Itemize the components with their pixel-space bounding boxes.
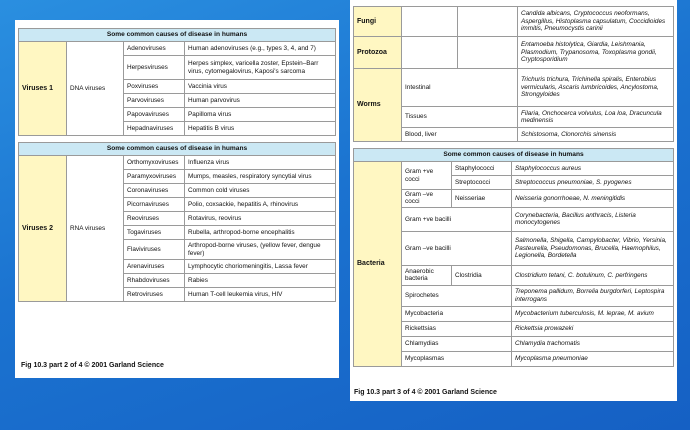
organism-examples: Entamoeba histolytica, Giardia, Leishmania, Plasmodium, Trypanosoma, Toxoplasma gondii, Cryptosporidium	[518, 37, 674, 69]
virus-examples: Herpes simplex, varicella zoster, Epstein–Barr virus, cytomegalovirus, Kaposi's sarcoma	[185, 56, 336, 80]
bacteria-class: Rickettsias	[402, 321, 512, 336]
right-figure-panel	[350, 0, 677, 401]
empty-cell	[458, 37, 518, 69]
virus-examples: Human parvovirus	[185, 94, 336, 108]
bacteria-class: Spirochetes	[402, 285, 512, 306]
virus-family: Flaviviruses	[124, 240, 185, 260]
organism-examples: Salmonella, Shigella, Campylobacter, Vibrio, Yersinia, Pasteurella, Pseudomonas, Brucella, Haemophilus, Legionella, Bordetella	[512, 231, 674, 265]
organism-examples: Filaria, Onchocerca volvulus, Loa loa, Dracuncula medinensis	[518, 107, 674, 128]
category-protozoa: Protozoa	[354, 37, 402, 69]
virus-family: Coronaviruses	[124, 184, 185, 198]
virus-examples: Hepatitis B virus	[185, 122, 336, 136]
left-figure-panel	[15, 20, 339, 378]
empty-cell	[402, 7, 458, 37]
virus-examples: Papilloma virus	[185, 108, 336, 122]
worm-site: Tissues	[402, 107, 518, 128]
bacteria-class: Gram –ve cocci	[402, 190, 452, 208]
virus-examples: Vaccinia virus	[185, 80, 336, 94]
bacteria-group: Neisseriae	[452, 190, 512, 208]
virus-family: Rhabdoviruses	[124, 274, 185, 288]
virus-family: Herpesviruses	[124, 56, 185, 80]
virus-family: Poxviruses	[124, 80, 185, 94]
fungi-protozoa-worms-table	[353, 6, 674, 142]
bacteria-class: Gram +ve cocci	[402, 162, 452, 190]
virus-examples: Rabies	[185, 274, 336, 288]
virus-family: Parvoviruses	[124, 94, 185, 108]
virus-family: Reoviruses	[124, 212, 185, 226]
table-header: Some common causes of disease in humans	[19, 143, 336, 156]
virus-family: Arenaviruses	[124, 260, 185, 274]
virus-family: Retroviruses	[124, 288, 185, 302]
virus-examples: Human T-cell leukemia virus, HIV	[185, 288, 336, 302]
category-fungi: Fungi	[354, 7, 402, 37]
virus-examples: Rotavirus, reovirus	[185, 212, 336, 226]
bacteria-group: Clostridia	[452, 265, 512, 285]
virus-examples: Human adenoviruses (e.g., types 3, 4, and 7)	[185, 42, 336, 56]
virus-examples: Polio, coxsackie, hepatitis A, rhinovirus	[185, 198, 336, 212]
worm-site: Intestinal	[402, 69, 518, 107]
rna-virus-table	[18, 142, 336, 302]
virus-family: Togaviruses	[124, 226, 185, 240]
virus-examples: Influenza virus	[185, 156, 336, 170]
bacteria-class: Gram –ve bacilli	[402, 231, 512, 265]
category-bacteria: Bacteria	[354, 162, 402, 367]
bacteria-class: Anaerobic bacteria	[402, 265, 452, 285]
bacteria-group: Streptococci	[452, 176, 512, 190]
empty-cell	[402, 37, 458, 69]
organism-examples: Trichuris trichura, Trichinella spiralis, Enterobius vermicularis, Ascaris lumbricoides, Ancylostoma, Strongyloides	[518, 69, 674, 107]
organism-examples: Mycoplasma pneumoniae	[512, 351, 674, 366]
empty-cell	[458, 7, 518, 37]
category-worms: Worms	[354, 69, 402, 142]
organism-examples: Candida albicans, Cryptococcus neoformans, Aspergillus, Histoplasma capsulatum, Coccidioides immitis, Pneumocystis carinii	[518, 7, 674, 37]
organism-examples: Chlamydia trachomatis	[512, 336, 674, 351]
bacteria-class: Gram +ve bacilli	[402, 207, 512, 231]
organism-examples: Treponema pallidum, Borrelia burgdorferi, Leptospira interrogans	[512, 285, 674, 306]
figure-caption: Fig 10.3 part 3 of 4 © 2001 Garland Science	[354, 389, 497, 396]
bacteria-class: Mycobacteria	[402, 306, 512, 321]
group-rna-viruses: RNA viruses	[67, 156, 124, 302]
table-header: Some common causes of disease in humans	[19, 29, 336, 42]
worm-site: Blood, liver	[402, 128, 518, 142]
group-dna-viruses: DNA viruses	[67, 42, 124, 136]
virus-family: Paramyxoviruses	[124, 170, 185, 184]
virus-family: Hepadnaviruses	[124, 122, 185, 136]
bacteria-class: Mycoplasmas	[402, 351, 512, 366]
category-viruses-2: Viruses 2	[19, 156, 67, 302]
organism-examples: Neisseria gonorrhoeae, N. meningitidis	[512, 190, 674, 208]
virus-examples: Rubella, arthropod-borne encephalitis	[185, 226, 336, 240]
dna-virus-table	[18, 28, 336, 136]
organism-examples: Corynebacteria, Bacillus anthracis, Listeria monocytogenes	[512, 207, 674, 231]
organism-examples: Streptococcus pneumoniae, S. pyogenes	[512, 176, 674, 190]
virus-examples: Mumps, measles, respiratory syncytial virus	[185, 170, 336, 184]
virus-examples: Lymphocytic choriomeningitis, Lassa fever	[185, 260, 336, 274]
virus-examples: Arthropod-borne viruses, (yellow fever, dengue fever)	[185, 240, 336, 260]
virus-family: Orthomyxoviruses	[124, 156, 185, 170]
virus-family: Papovaviruses	[124, 108, 185, 122]
organism-examples: Rickettsia prowazeki	[512, 321, 674, 336]
bacteria-group: Staphylococci	[452, 162, 512, 176]
category-viruses-1: Viruses 1	[19, 42, 67, 136]
virus-family: Adenoviruses	[124, 42, 185, 56]
organism-examples: Clostridium tetani, C. botulinum, C. perfringens	[512, 265, 674, 285]
table-header: Some common causes of disease in humans	[354, 149, 674, 162]
bacteria-class: Chlamydias	[402, 336, 512, 351]
organism-examples: Mycobacterium tuberculosis, M. leprae, M. avium	[512, 306, 674, 321]
virus-examples: Common cold viruses	[185, 184, 336, 198]
bacteria-table	[353, 148, 674, 367]
organism-examples: Schistosoma, Clonorchis sinensis	[518, 128, 674, 142]
virus-family: Picornaviruses	[124, 198, 185, 212]
figure-caption: Fig 10.3 part 2 of 4 © 2001 Garland Science	[21, 362, 164, 369]
organism-examples: Staphylococcus aureus	[512, 162, 674, 176]
